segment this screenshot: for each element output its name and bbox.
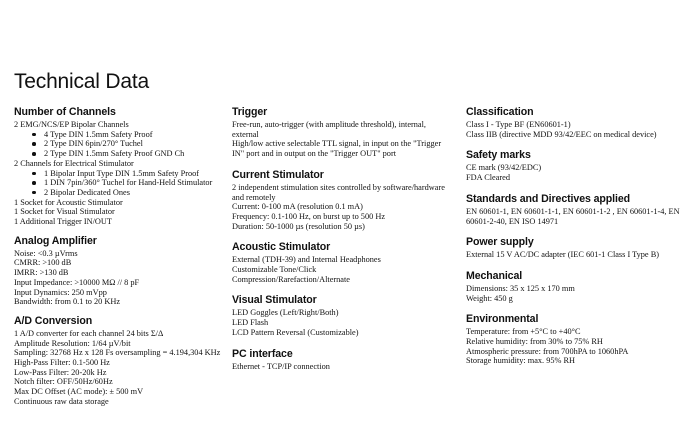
- section-heading: Visual Stimulator: [232, 294, 317, 307]
- spec-line: IMRR: >130 dB: [14, 268, 69, 278]
- spec-line: Class I - Type BF (EN60601-1): [466, 120, 571, 129]
- spec-line: Customizable Tone/Click: [232, 265, 317, 275]
- spec-line: Class IIB (directive MDD 93/42/EEC on medical device): [466, 129, 657, 139]
- section-current-stimulator: [232, 169, 454, 232]
- spec-line: FDA Cleared: [466, 173, 511, 183]
- spec-line: Compression/Rarefaction/Alternate: [232, 274, 350, 284]
- spec-line: Atmospheric pressure: from 700hPA to 1060hPA: [466, 346, 629, 356]
- section-heading: Number of Channels: [14, 106, 116, 118]
- section-acoustic-stimulator: [232, 241, 454, 284]
- spec-line: 1 Socket for Acoustic Stimulator: [14, 197, 123, 207]
- spec-line: Input Impedance: >10000 MΩ // 8 pF: [14, 277, 140, 287]
- section-heading: Acoustic Stimulator: [232, 241, 331, 254]
- section-heading: Current Stimulator: [232, 168, 324, 181]
- spec-column-right: [466, 106, 698, 376]
- section-trigger: [232, 106, 454, 159]
- spec-line: Storage humidity: max. 95% RH: [466, 356, 576, 366]
- section-mechanical: [466, 270, 698, 303]
- section-heading: Mechanical: [466, 269, 523, 282]
- spec-line: 1 Additional Trigger IN/OUT: [14, 217, 112, 227]
- spec-line: Bandwidth: from 0.1 to 20 KHz: [14, 297, 121, 307]
- spec-line: 2 independent stimulation sites controlled by software/hardware and remotely: [232, 182, 445, 202]
- section-heading: Classification: [466, 106, 534, 118]
- section-number-of-channels: [14, 106, 226, 227]
- spec-line: Frequency: 0.1-100 Hz, on burst up to 500 Hz: [232, 211, 386, 221]
- spec-column-left: [14, 106, 226, 415]
- spec-line: Input Dynamics: 250 mVpp: [14, 287, 107, 297]
- section-heading: Power supply: [466, 236, 534, 249]
- spec-line: LED Flash: [232, 318, 269, 328]
- section-heading: PC interface: [232, 347, 293, 360]
- section-visual-stimulator: [232, 294, 454, 337]
- section-heading: Environmental: [466, 313, 539, 326]
- spec-line: Weight: 450 g: [466, 293, 513, 303]
- spec-line: Amplitude Resolution: 1/64 µV/bit: [14, 338, 131, 348]
- spec-bullet-item: 1 Bipolar Input Type DIN 1.5mm Safety Proof: [14, 169, 226, 179]
- spec-line: CMRR: >100 dB: [14, 258, 72, 268]
- section-safety-marks: [466, 149, 698, 182]
- spec-bullet-item: 4 Type DIN 1.5mm Safety Proof: [14, 130, 226, 140]
- spec-column-middle: [232, 106, 454, 381]
- spec-line: LCD Pattern Reversal (Customizable): [232, 327, 359, 337]
- section-environmental: [466, 313, 698, 366]
- spec-line: Continuous raw data storage: [14, 396, 109, 406]
- spec-line: High-Pass Filter: 0.1-500 Hz: [14, 358, 110, 368]
- spec-line: High/low active selectable TTL signal, in input on the "Trigger IN" port and in output on the "Trigger OUT" port: [232, 139, 442, 159]
- spec-line: Low-Pass Filter: 20-20k Hz: [14, 367, 107, 377]
- spec-line: 1 Socket for Visual Stimulator: [14, 207, 115, 217]
- spec-line: 1 A/D converter for each channel 24 bits Σ/Δ: [14, 328, 164, 338]
- spec-line: EN 60601-1, EN 60601-1-1, EN 60601-1-2 , EN 60601-1-4, EN 60601-2-40, EN ISO 14971: [466, 206, 680, 226]
- spec-line: Noise: <0.3 µVrms: [14, 248, 78, 258]
- spec-line: Duration: 50-1000 µs (resolution 50 µs): [232, 221, 365, 231]
- spec-line: Sampling: 32768 Hz x 128 Fs oversampling = 4.194,304 KHz: [14, 348, 221, 358]
- page-title: Technical Data: [14, 70, 149, 93]
- spec-line: External (TDH-39) and Internal Headphones: [232, 255, 381, 265]
- spec-line: Temperature: from +5°C to +40°C: [466, 327, 581, 337]
- spec-line: Free-run, auto-trigger (with amplitude threshold), internal, external: [232, 120, 426, 139]
- section-heading: Safety marks: [466, 149, 531, 162]
- section-heading: Standards and Directives applied: [466, 192, 630, 205]
- section-analog-amplifier: [14, 235, 226, 307]
- section-power-supply: [466, 236, 698, 260]
- spec-line: CE mark (93/42/EDC): [466, 163, 542, 173]
- spec-line: Notch filter: OFF/50Hz/60Hz: [14, 377, 113, 387]
- spec-line: LED Goggles (Left/Right/Both): [232, 308, 339, 318]
- spec-line: 2 EMG/NCS/EP Bipolar Channels: [14, 120, 129, 129]
- section-classification: [466, 106, 698, 139]
- section-a-d-conversion: [14, 315, 226, 407]
- spec-line: Ethernet - TCP/IP connection: [232, 361, 330, 371]
- spec-line: Dimensions: 35 x 125 x 170 mm: [466, 283, 575, 293]
- section-standards-and-directives-applied: [466, 193, 698, 226]
- section-heading: A/D Conversion: [14, 314, 93, 327]
- spec-bullet-item: 2 Type DIN 1.5mm Safety Proof GND Ch: [14, 149, 226, 159]
- spec-line: Max DC Offset (AC mode): ± 500 mV: [14, 387, 144, 397]
- spec-line: Current: 0-100 mA (resolution 0.1 mA): [232, 202, 363, 212]
- section-heading: Trigger: [232, 106, 268, 118]
- spec-line: Relative humidity: from 30% to 75% RH: [466, 337, 603, 347]
- spec-bullet-item: 2 Bipolar Dedicated Ones: [14, 188, 226, 198]
- spec-bullet-item: 1 DIN 7pin/360° Tuchel for Hand-Held Stimulator: [14, 178, 226, 188]
- spec-bullet-item: 2 Type DIN 6pin/270° Tuchel: [14, 139, 226, 149]
- spec-line: External 15 V AC/DC adapter (IEC 601-1 Class I Type B): [466, 250, 659, 260]
- spec-line: 2 Channels for Electrical Stimulator: [14, 158, 134, 168]
- section-pc-interface: [232, 348, 454, 372]
- section-heading: Analog Amplifier: [14, 234, 97, 247]
